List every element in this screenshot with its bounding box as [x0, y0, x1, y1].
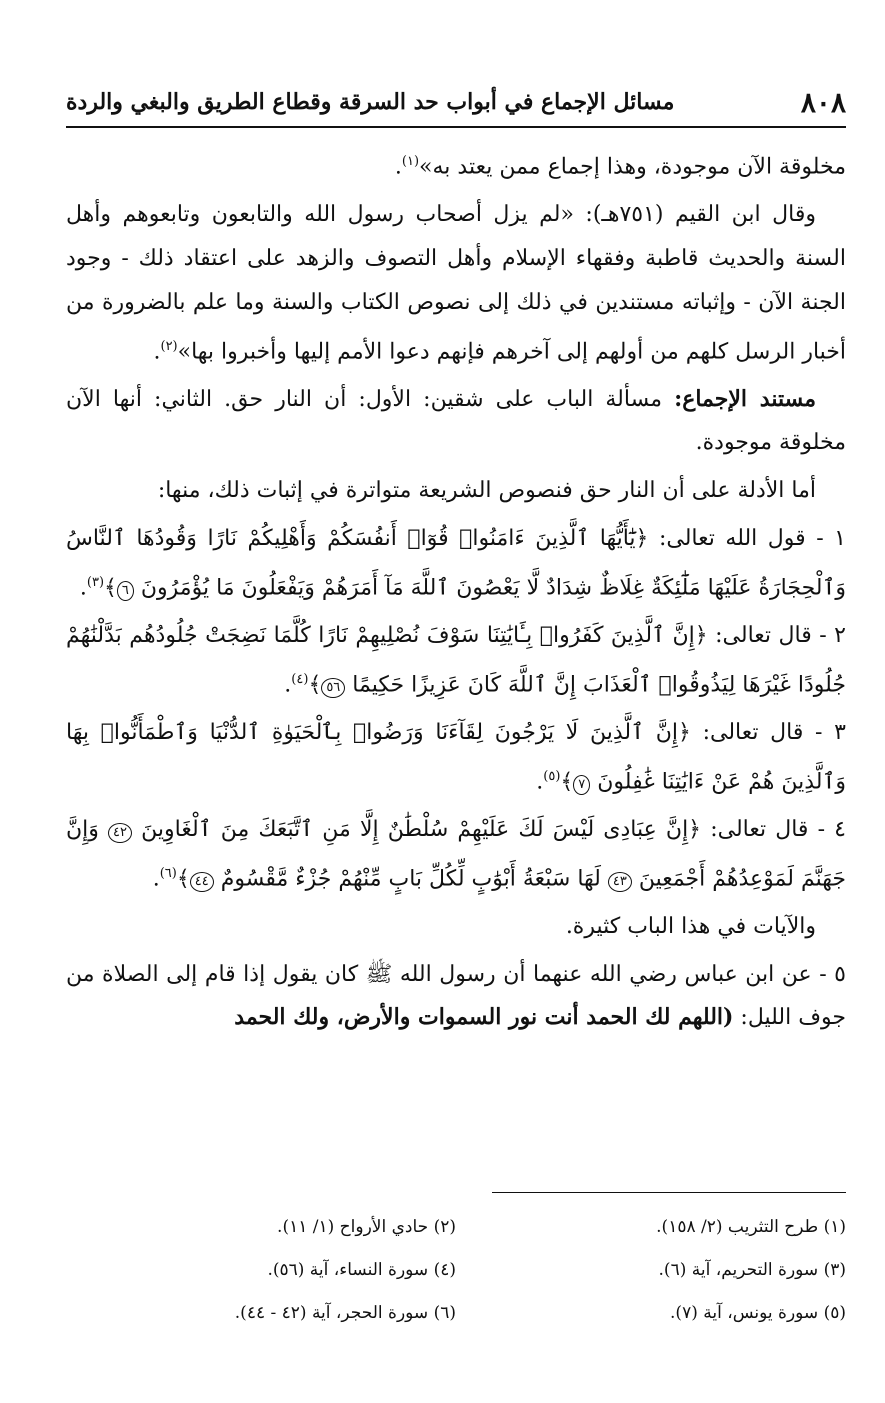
footnote-ref-3: (٣)	[86, 574, 105, 590]
paragraph-5: والآيات في هذا الباب كثيرة.	[565, 913, 816, 939]
verse-number-mark: ٧	[573, 775, 590, 795]
page-number: ٨٠٨	[800, 85, 846, 119]
running-header	[66, 80, 846, 124]
footnote-row	[66, 1291, 846, 1334]
quran-verse: ﴿إِنَّ ٱلَّذِينَ كَفَرُوا۟ بِـَٔايَٰتِنَا سَوْفَ نُصْلِيهِمْ نَارًا كُلَّمَا نَضِجَتْ جُلُودُهُم بَدَّلْنَٰهُمْ جُلُودًا غَيْرَهَا لِيَذُوقُوا۟ ٱلْعَذَابَ إِنَّ ٱللَّهَ كَانَ عَزِيزًا حَكِيمًا	[66, 622, 846, 698]
quran-verse: وَإِنَّ جَهَنَّمَ لَمَوْعِدُهُمْ أَجْمَعِينَ	[66, 816, 846, 891]
verse-number-mark: ٤٤	[190, 872, 214, 892]
verse-number-mark: ٤٢	[108, 823, 132, 843]
footnote-rule	[492, 1192, 846, 1193]
main-text	[66, 140, 846, 1044]
list-item-1: ١ - قول الله تعالى: ﴿يَٰٓأَيُّهَا ٱلَّذِينَ ءَامَنُوا۟ قُوٓا۟ أَنفُسَكُمْ وَأَهْلِيكُمْ نَارًا وَقُودُهَا ٱلنَّاسُ وَٱلْحِجَارَةُ عَلَيْهَا مَلَٰٓئِكَةٌ غِلَاظٌ شِدَادٌ لَّا يَعْصُونَ ٱللَّهَ مَآ أَمَرَهُمْ وَيَفْعَلُونَ مَا يُؤْمَرُونَ ٦﴾$^{(٣)}$.	[66, 526, 846, 601]
quran-verse: ﴿يَٰٓأَيُّهَا ٱلَّذِينَ ءَامَنُوا۟ قُوٓا۟ أَنفُسَكُمْ وَأَهْلِيكُمْ نَارًا وَقُودُهَا ٱلنَّاسُ وَٱلْحِجَارَةُ عَلَيْهَا مَلَٰٓئِكَةٌ غِلَاظٌ شِدَادٌ لَّا يَعْصُونَ ٱللَّهَ مَآ أَمَرَهُمْ وَيَفْعَلُونَ مَا يُؤْمَرُونَ	[66, 526, 846, 601]
header-title: مسائل الإجماع في أبواب حد السرقة وقطاع الطريق والبغي والردة	[66, 89, 675, 115]
footnote-1: (١) طرح التثريب (٢/ ١٥٨).	[656, 1216, 846, 1237]
footnotes	[66, 1205, 846, 1334]
footnote-ref-4: (٤)	[291, 671, 309, 687]
list-item-2: ٢ - قال تعالى: ﴿إِنَّ ٱلَّذِينَ كَفَرُوا۟ بِـَٔايَٰتِنَا سَوْفَ نُصْلِيهِمْ نَارًا كُلَّمَا نَضِجَتْ جُلُودُهُم بَدَّلْنَٰهُمْ جُلُودًا غَيْرَهَا لِيَذُوقُوا۟ ٱلْعَذَابَ إِنَّ ٱللَّهَ كَانَ عَزِيزًا حَكِيمًا ٥٦﴾$^{(٤)}$.	[66, 622, 846, 698]
footnote-ref-2: (٢)	[160, 338, 178, 354]
paragraph-4: أما الأدلة على أن النار حق فنصوص الشريعة متواترة في إثبات ذلك، منها:	[157, 478, 816, 504]
verse-number-mark: ٥٦	[321, 678, 345, 698]
verse-number-mark: ٤٣	[608, 872, 632, 892]
list-item-5: ٥ - عن ابن عباس رضي الله عنهما أن رسول الله ﷺ كان يقول إذا قام إلى الصلاة من جوف الليل: (اللهم لك الحمد أنت نور السموات والأرض، ولك الحمد	[66, 961, 846, 1031]
quran-verse: ﴿إِنَّ ٱلَّذِينَ لَا يَرْجُونَ لِقَآءَنَا وَرَضُوا۟ بِٱلْحَيَوٰةِ ٱلدُّنْيَا وَٱطْمَأَنُّوا۟ بِهَا وَٱلَّذِينَ هُمْ عَنْ ءَايَٰتِنَا غَٰفِلُونَ	[66, 719, 846, 794]
quran-verse: ﴿إِنَّ عِبَادِى لَيْسَ لَكَ عَلَيْهِمْ سُلْطَٰنٌ إِلَّا مَنِ ٱتَّبَعَكَ مِنَ ٱلْغَاوِينَ	[141, 816, 702, 842]
footnote-4: (٤) سورة النساء، آية (٥٦).	[267, 1259, 456, 1280]
footnote-2: (٢) حادي الأرواح (١/ ١١).	[277, 1216, 456, 1237]
verse-number-mark: ٦	[117, 581, 134, 601]
footnote-row	[66, 1205, 846, 1248]
footnote-row	[66, 1248, 846, 1291]
paragraph-1: مخلوقة الآن موجودة، وهذا إجماع ممن يعتد به»$^{(١)}$.	[394, 154, 846, 180]
hadith-quote: (اللهم لك الحمد أنت نور السموات والأرض، ولك الحمد	[234, 1004, 734, 1031]
footnote-3: (٣) سورة التحريم، آية (٦).	[658, 1259, 846, 1280]
paragraph-2: وقال ابن القيم (٧٥١هـ): «لم يزل أصحاب رسول الله والتابعون وتابعوهم وأهل السنة والحديث قاطبة وفقهاء الإسلام وأهل التصوف والزهد على اعتقاد ذلك - وجود الجنة الآن - وإثباته مستندين في ذلك إلى نصوص الكتاب والسنة وما علم بالضرورة من أخبار الرسل كلهم من أولهم إلى آخرهم فإنهم دعوا الأمم إليها وأخبروا بها»$^{(٢)}$.	[66, 202, 846, 364]
header-rule	[66, 126, 846, 128]
footnote-ref-1: (١)	[401, 154, 420, 169]
list-item-3: ٣ - قال تعالى: ﴿إِنَّ ٱلَّذِينَ لَا يَرْجُونَ لِقَآءَنَا وَرَضُوا۟ بِٱلْحَيَوٰةِ ٱلدُّنْيَا وَٱطْمَأَنُّوا۟ بِهَا وَٱلَّذِينَ هُمْ عَنْ ءَايَٰتِنَا غَٰفِلُونَ ٧﴾$^{(٥)}$.	[66, 719, 846, 794]
consensus-basis-heading: مستند الإجماع:	[674, 385, 817, 412]
footnote-ref-6: (٦)	[159, 865, 177, 881]
footnote-6: (٦) سورة الحجر، آية (٤٢ - ٤٤).	[234, 1302, 456, 1323]
paragraph-3: مستند الإجماع: مسألة الباب على شقين: الأول: أن النار حق. الثاني: أنها الآن مخلوقة موجودة.	[66, 385, 846, 456]
footnote-ref-5: (٥)	[543, 768, 561, 784]
footnote-5: (٥) سورة يونس، آية (٧).	[670, 1302, 846, 1323]
list-item-4: ٤ - قال تعالى: ﴿إِنَّ عِبَادِى لَيْسَ لَكَ عَلَيْهِمْ سُلْطَٰنٌ إِلَّا مَنِ ٱتَّبَعَكَ مِنَ ٱلْغَاوِينَ ٤٢ وَإِنَّ جَهَنَّمَ لَمَوْعِدُهُمْ أَجْمَعِينَ ٤٣ لَهَا سَبْعَةُ أَبْوَٰبٍ لِّكُلِّ بَابٍ مِّنْهُمْ جُزْءٌ مَّقْسُومٌ ٤٤﴾$^{(٦)}$.	[66, 816, 846, 891]
quran-verse: لَهَا سَبْعَةُ أَبْوَٰبٍ لِّكُلِّ بَابٍ مِّنْهُمْ جُزْءٌ مَّقْسُومٌ	[220, 865, 601, 891]
